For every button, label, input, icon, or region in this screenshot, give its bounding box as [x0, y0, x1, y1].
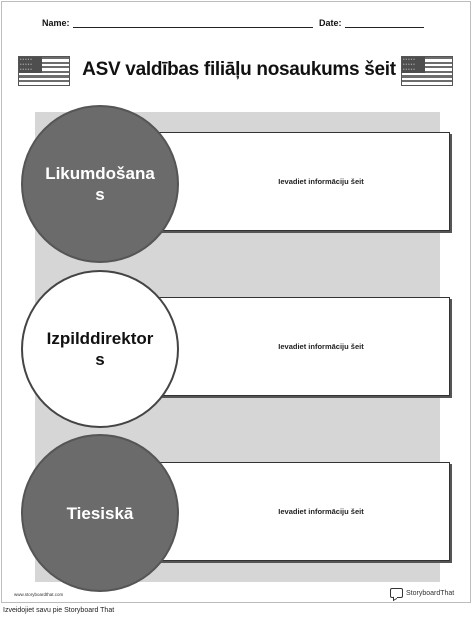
branch-info-box[interactable]: [152, 297, 450, 396]
branch-circle-executive: [21, 270, 179, 428]
branch-circle-legislative: [21, 105, 179, 263]
page-title: ASV valdības filiāļu nosaukums šeit: [82, 59, 396, 80]
name-line[interactable]: [73, 27, 313, 28]
date-label: Date:: [319, 18, 342, 28]
worksheet-page: [1, 1, 471, 603]
branch-info-placeholder: Ievadiet informāciju šeit: [278, 507, 364, 516]
branch-circle-judicial: [21, 434, 179, 592]
branch-info-box[interactable]: [152, 462, 450, 561]
branch-info-placeholder: Ievadiet informāciju šeit: [278, 177, 364, 186]
branch-name: Likumdošanas: [45, 164, 155, 204]
storyboard-that-logo-icon: [390, 588, 403, 598]
us-flag-icon: ***** ***** *****: [401, 56, 453, 86]
branch-name: Izpilddirektors: [46, 329, 154, 369]
us-flag-icon: ***** ***** *****: [18, 56, 70, 86]
date-line[interactable]: [345, 27, 424, 28]
footer-credit: Izveidojiet savu pie Storyboard That: [3, 607, 115, 614]
website-url: www.storyboardthat.com: [14, 592, 64, 597]
branch-name: Tiesiskā: [66, 503, 134, 523]
branch-info-box[interactable]: [152, 132, 450, 231]
name-label: Name:: [42, 18, 70, 28]
branch-info-placeholder: Ievadiet informāciju šeit: [278, 342, 364, 351]
storyboard-that-logo: [390, 588, 454, 598]
logo-text: StoryboardThat: [406, 589, 455, 597]
